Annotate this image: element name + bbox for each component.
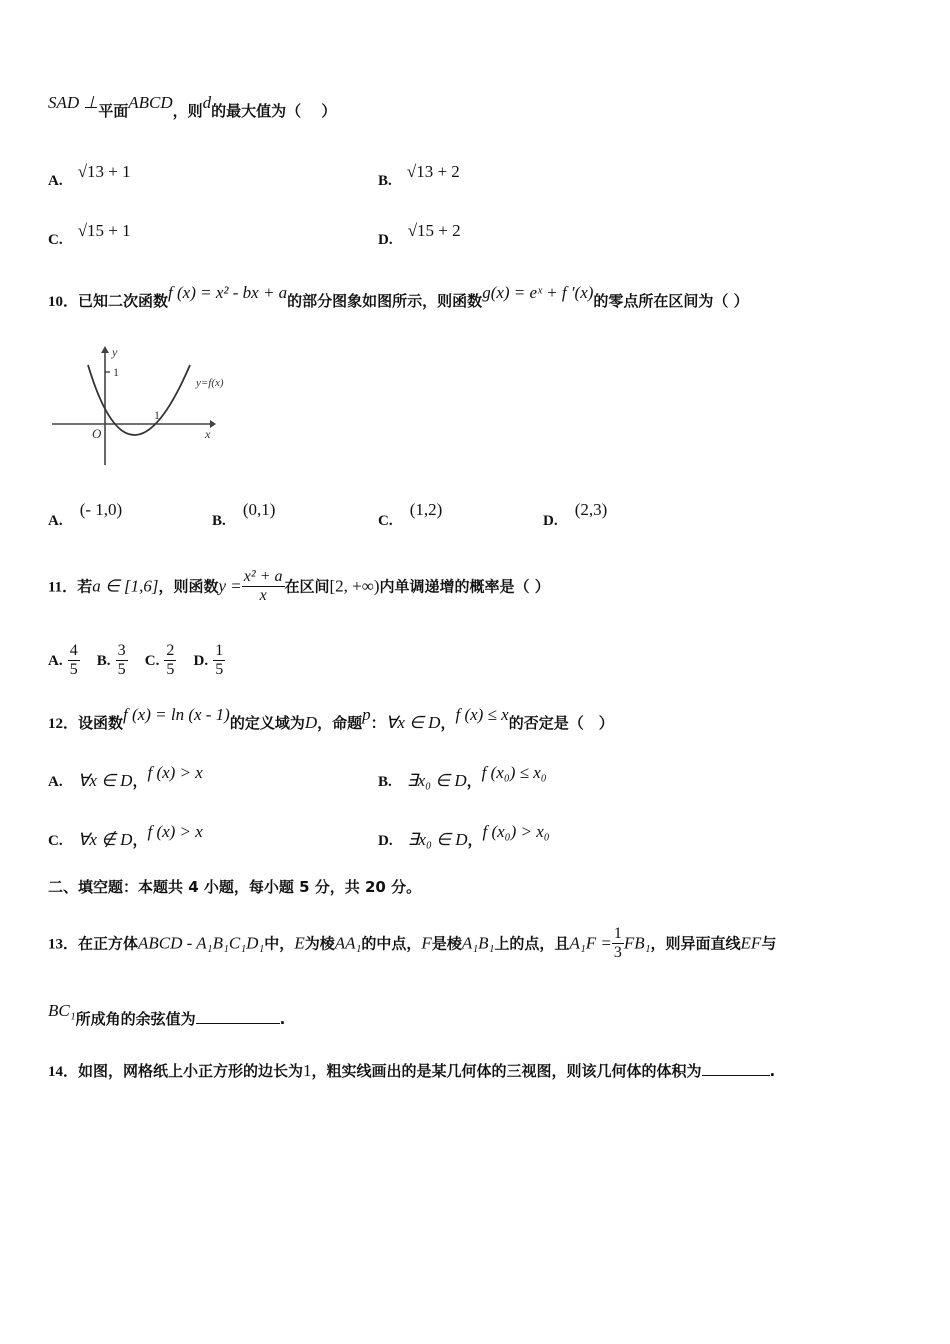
q10-option-c[interactable]: C. (1,2): [378, 500, 443, 529]
q11-fraction: $\frac{\text{x² + a}}{x}$: [243, 568, 283, 605]
q14-answer-blank[interactable]: [702, 1074, 770, 1076]
section-2-title: 二、填空题：本题共 4 小题，每小题 5 分，共 20 分。: [48, 878, 422, 896]
q13-stem-cont: BC₁所成角的余弦值为 .: [48, 1001, 286, 1028]
q10-option-d[interactable]: D. (2,3): [543, 500, 608, 529]
q12-option-d[interactable]: D. ∃x₀ ∈ D，f (x₀) > x₀: [378, 822, 550, 849]
q12-option-c[interactable]: C. ∀x ∉ D，f (x) > x: [48, 822, 203, 849]
q12-option-b[interactable]: B. ∃x₀ ∈ D，f (x₀) ≤ x₀: [378, 763, 547, 790]
q11-option-a[interactable]: A. $\frac{4}{5}$: [48, 642, 78, 679]
q13-fraction: $\frac{1}{3}$: [613, 925, 622, 962]
y-axis-label: y: [112, 345, 118, 359]
q12-option-a[interactable]: A. ∀x ∈ D，f (x) > x: [48, 763, 203, 790]
x-axis-label: x: [205, 427, 211, 441]
q9-option-a[interactable]: A. √13 + 1: [48, 162, 131, 189]
x-axis-arrow: [210, 420, 216, 428]
y-axis-arrow: [101, 346, 109, 353]
q12-stem: 12．设函数f (x) = ln (x - 1)的定义域为D，命题p：∀x ∈ D，f (x) ≤ x的否定是（ ）: [48, 705, 614, 732]
q9-option-d[interactable]: D. √15 + 2: [378, 221, 461, 248]
q10-graph: [50, 345, 250, 470]
math-f-def: f (x) = x² - bx + a: [168, 283, 288, 302]
q11-option-b[interactable]: B. $\frac{3}{5}$: [96, 642, 126, 679]
q9-option-b[interactable]: B. √13 + 2: [378, 162, 460, 189]
q13-stem: 13．在正方体ABCD - A₁B₁C₁D₁中，E为棱AA₁的中点，F是棱A₁B₁上的点，且A₁F = $\frac{1}{3}$ FB₁，则异面直线EF与: [48, 925, 777, 962]
q13-answer-blank[interactable]: [196, 1022, 280, 1024]
y-tick-label: 1: [113, 365, 119, 379]
q10-stem: 10．已知二次函数f (x) = x² - bx + a的部分图象如图所示，则函数g(x) = eˣ + f ′(x)的零点所在区间为（ ）: [48, 283, 749, 310]
q10-option-b[interactable]: B. (0,1): [212, 500, 276, 529]
q11-options: [48, 642, 225, 680]
origin-label: O: [92, 426, 102, 441]
x-tick-label: 1: [154, 408, 160, 422]
q11-option-c[interactable]: C. $\frac{2}{5}$: [144, 642, 175, 679]
math-sad-perp: SAD ⊥: [48, 93, 99, 112]
q11-stem: 11．若a ∈ [1,6]，则函数y = $\frac{\text{x² + a}}{x}$ 在区间[2, +∞)内单调递增的概率是（ ）: [48, 568, 550, 605]
curve-label: y=f(x): [196, 377, 224, 389]
math-g-def: g(x) = eˣ + f ′(x): [482, 283, 594, 302]
q9-option-c[interactable]: C. √15 + 1: [48, 221, 131, 248]
q10-option-a[interactable]: A. (- 1,0): [48, 500, 123, 529]
q14-stem: 14．如图，网格纸上小正方形的边长为1，粗实线画出的是某几何体的三视图，则该几何体的体积为 .: [48, 1061, 776, 1080]
q11-option-d[interactable]: D. $\frac{1}{5}$: [193, 642, 224, 679]
q9-stem: SAD ⊥平面ABCD，则d的最大值为（ ）: [48, 93, 337, 120]
